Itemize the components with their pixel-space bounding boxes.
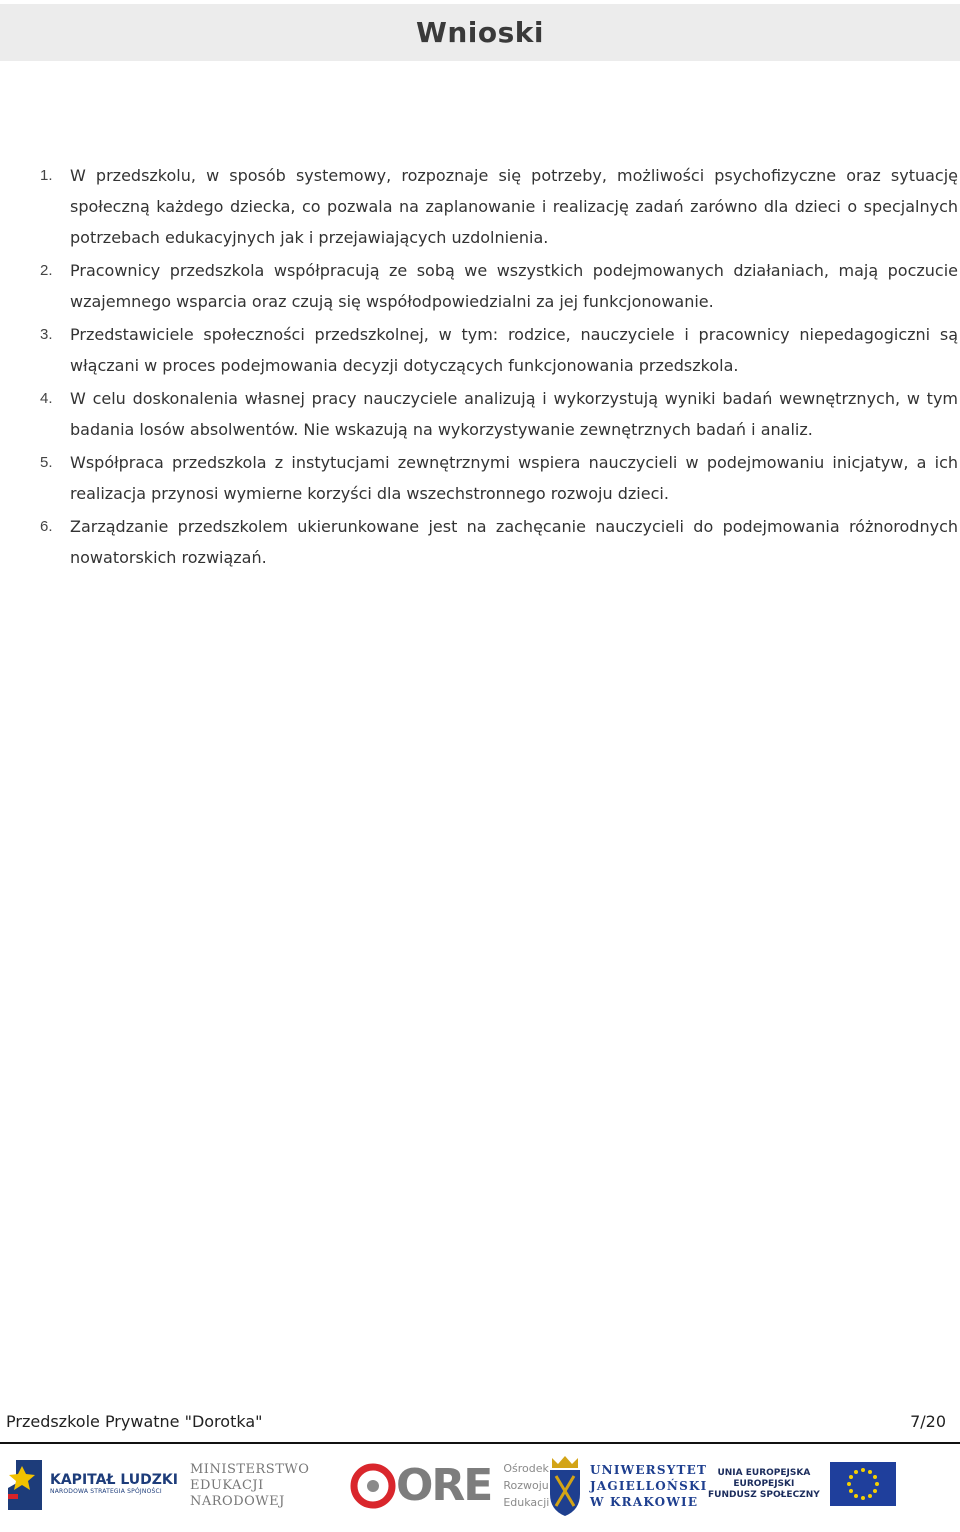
- ore-ring-icon: [350, 1463, 396, 1509]
- item-text: W przedszkolu, w sposób systemowy, rozpoznaje się potrzeby, możliwości psychofizyczne oraz sytuację społeczną każdego dziecka, co pozwala na zaplanowanie i realizację zadań zarówno dla dzieci o specjalnych potrzebach edukacyjnych jak i przejawiających uzdolnienia.: [70, 166, 958, 247]
- page-number: 7/20: [910, 1411, 946, 1431]
- kapital-ludzki-emblem-icon: [8, 1458, 42, 1510]
- eu-line-2: EUROPEJSKI: [733, 1478, 795, 1489]
- list-item: [40, 511, 958, 573]
- kapital-ludzki-name: KAPITAŁ LUDZKI: [50, 1472, 178, 1488]
- uj-line-2: JAGIELLOŃSKI: [590, 1479, 708, 1493]
- uj-line-1: UNIWERSYTET: [590, 1463, 708, 1477]
- item-text: Zarządzanie przedszkolem ukierunkowane jest na zachęcanie nauczycieli do podejmowania różnorodnych nowatorskich rozwiązań.: [70, 517, 958, 567]
- title-bar: [0, 4, 960, 61]
- logo-strip: [0, 1450, 960, 1528]
- men-line-1: MINISTERSTWO: [190, 1462, 310, 1477]
- item-number: 6.: [40, 518, 53, 535]
- men-line-3: NARODOWEJ: [190, 1494, 285, 1509]
- kapital-ludzki-logo: [8, 1458, 178, 1510]
- ore-wordmark: ORE: [396, 1460, 492, 1511]
- page-footer: [6, 1408, 946, 1434]
- school-name: Przedszkole Prywatne "Dorotka": [6, 1411, 263, 1431]
- list-item: [40, 383, 958, 445]
- ore-line-1: Ośrodek: [503, 1462, 549, 1475]
- uj-crest-icon: [548, 1454, 582, 1518]
- item-number: 4.: [40, 390, 53, 407]
- item-text: W celu doskonalenia własnej pracy nauczyciele analizują i wykorzystują wyniki badań wewnętrznych, w tym badania losów absolwentów. Nie wskazują na wykorzystywanie zewnętrznych badań i analiz.: [70, 389, 958, 439]
- item-text: Pracownicy przedszkola współpracują ze sobą we wszystkich podejmowanych działaniach, mają poczucie wzajemnego wsparcia oraz czują się współodpowiedzialni za jej funkcjonowanie.: [70, 261, 958, 311]
- men-line-2: EDUKACJI: [190, 1478, 264, 1493]
- ore-logo: [350, 1460, 549, 1511]
- footer-divider: [0, 1442, 960, 1444]
- uj-line-3: W KRAKOWIE: [590, 1495, 699, 1509]
- item-number: 5.: [40, 454, 53, 471]
- eu-line-3: FUNDUSZ SPOŁECZNY: [708, 1489, 820, 1500]
- list-item: [40, 255, 958, 317]
- item-text: Przedstawiciele społeczności przedszkolnej, w tym: rodzice, nauczyciele i pracownicy niepedagogiczni są włączani w proces podejmowania decyzji dotyczących funkcjonowania przedszkola.: [70, 325, 958, 375]
- eu-line-1: UNIA EUROPEJSKA: [717, 1467, 811, 1478]
- eu-flag-icon: [830, 1462, 896, 1506]
- eu-logo: [708, 1462, 896, 1506]
- conclusions-list: [40, 160, 958, 575]
- item-text: Współpraca przedszkola z instytucjami zewnętrznymi wspiera nauczycieli w podejmowaniu inicjatyw, a ich realizacja przynosi wymierne korzyści dla wszechstronnego rozwoju dzieci.: [70, 453, 958, 503]
- page-title: Wnioski: [415, 16, 545, 49]
- item-number: 1.: [40, 167, 53, 184]
- list-item: [40, 160, 958, 253]
- list-item: [40, 447, 958, 509]
- men-logo: [190, 1462, 309, 1510]
- uj-logo: [548, 1454, 707, 1518]
- kapital-ludzki-sub: NARODOWA STRATEGIA SPÓJNOŚCI: [50, 1488, 162, 1495]
- list-item: [40, 319, 958, 381]
- item-number: 3.: [40, 326, 53, 343]
- ore-line-2: Rozwoju: [503, 1479, 549, 1492]
- item-number: 2.: [40, 262, 53, 279]
- ore-line-3: Edukacji: [503, 1496, 550, 1509]
